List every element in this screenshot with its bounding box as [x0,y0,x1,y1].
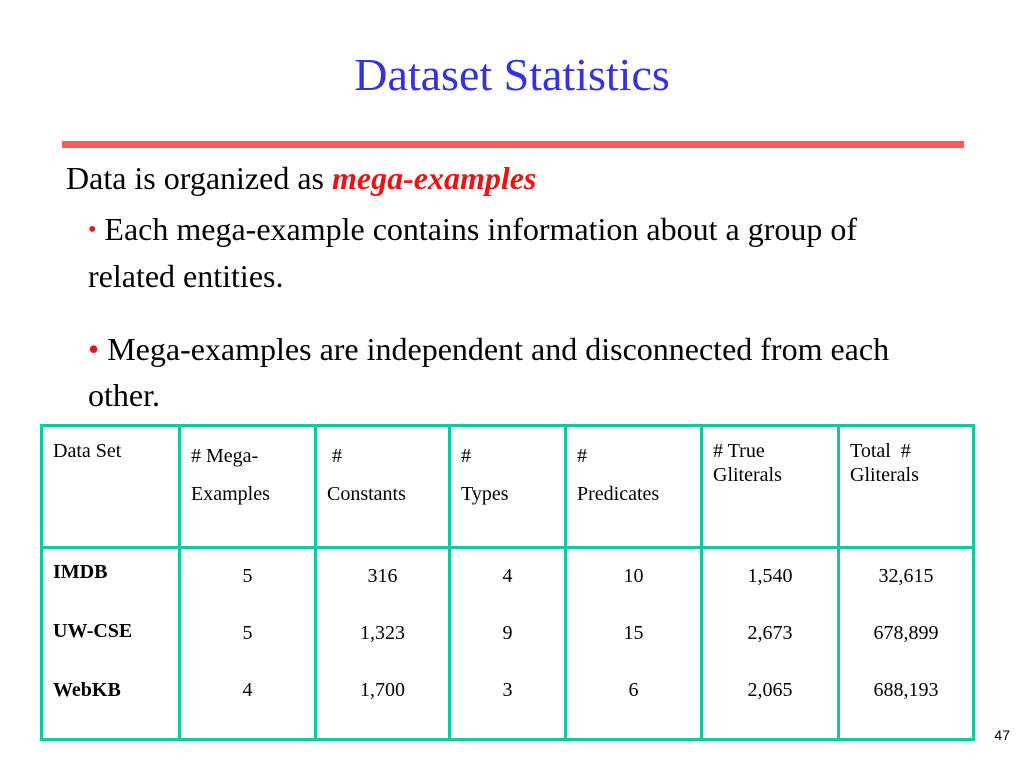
dataset-statistics-table [40,424,975,741]
predicates-cell [566,548,702,740]
page-number: 47 [994,727,1010,743]
table-value: 15 [623,622,644,644]
table-value: 2,673 [747,622,793,644]
header-line: # [461,445,471,467]
dataset-name: IMDB [53,561,108,583]
header-line: # [577,445,587,467]
header-cell [839,426,974,548]
bullet-dot: • [88,217,97,243]
header-line: # [327,445,342,467]
table-body-row [42,548,974,740]
header-line: Total # [850,440,911,462]
header-line: # Mega- [191,445,259,467]
table-value: 6 [628,679,639,701]
header-line: Examples [191,483,270,505]
table-value: 1,323 [360,622,405,644]
table-value: 32,615 [878,565,934,587]
table-value: 10 [623,565,644,587]
header-line: Data Set [53,440,122,462]
table-value: 3 [502,679,513,701]
dataset-name-cell [42,548,180,740]
table-value: 688,193 [873,679,939,701]
bullet-text: Each mega-example contains information about a group of related entities. [88,211,858,294]
table-value: 316 [367,565,398,587]
dataset-name: UW-CSE [53,620,133,642]
header-line: Gliterals [713,464,782,486]
table-header-row [42,426,974,548]
dataset-name: WebKB [53,679,121,701]
intro-line [66,158,536,198]
bullet-item [88,326,928,418]
header-cell [316,426,450,548]
table-value: 1,540 [747,565,793,587]
total-gliterals-cell [839,548,974,740]
table-value: 678,899 [873,622,939,644]
header-line: # True [713,440,765,462]
table-value: 4 [502,565,513,587]
header-line: Constants [327,483,406,505]
types-cell [450,548,566,740]
slide-title: Dataset Statistics [354,49,670,100]
header-line: Gliterals [850,464,919,486]
header-cell [450,426,566,548]
table-value: 5 [242,622,253,644]
table-value: 2,065 [747,679,793,701]
intro-prefix: Data is organized as [66,160,324,196]
header-line: Predicates [577,483,660,505]
true-gliterals-cell [702,548,839,740]
intro-emphasis: mega-examples [331,160,537,196]
header-cell [566,426,702,548]
mega-examples-cell [180,548,316,740]
table-value: 4 [242,679,253,701]
table-value: 5 [242,565,253,587]
table-value: 9 [502,622,513,644]
bullet-text: Mega-examples are independent and disconnected from each other. [88,331,890,413]
title-divider [62,141,964,148]
bullet-dot: • [88,331,100,367]
header-cell [702,426,839,548]
constants-cell [316,548,450,740]
header-line: Types [461,483,509,505]
bullet-item [88,206,928,299]
header-cell [180,426,316,548]
header-cell [42,426,180,548]
table-value: 1,700 [360,679,405,701]
